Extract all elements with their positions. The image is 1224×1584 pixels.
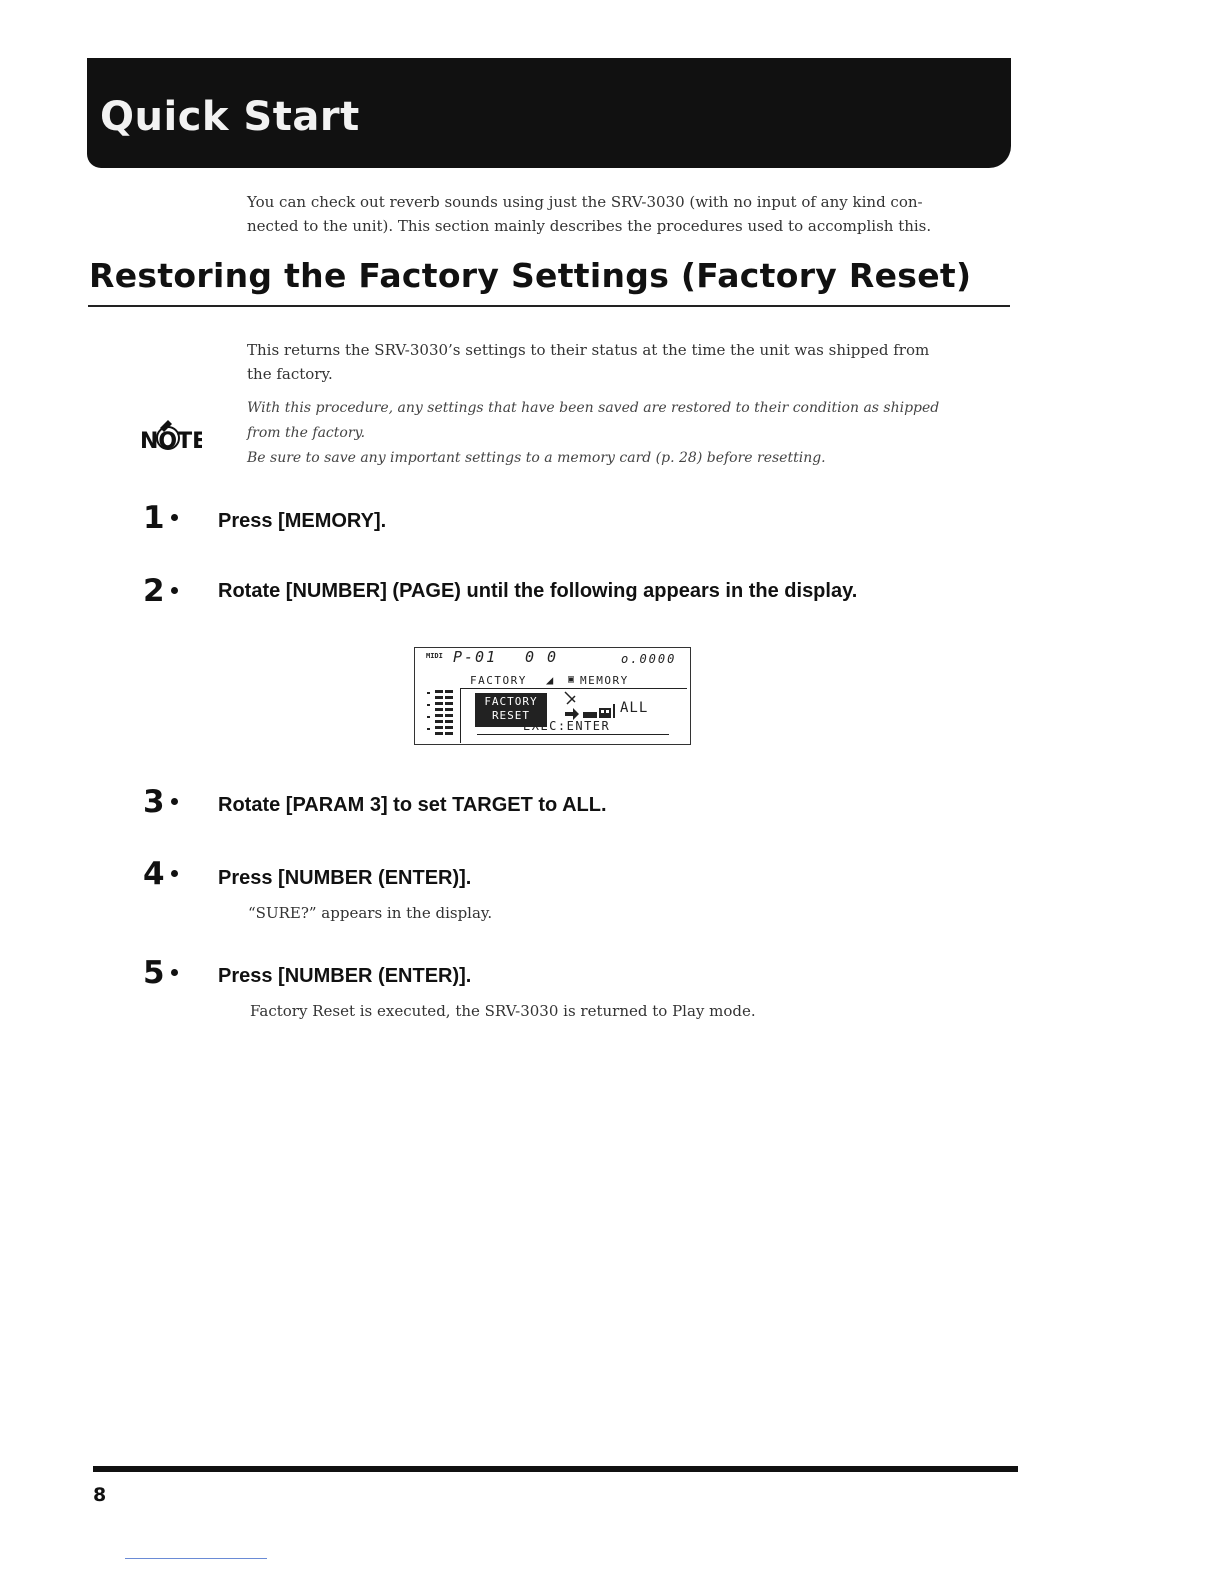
lcd-reset-label: RESET — [491, 709, 531, 722]
lcd-target-value: ALL — [620, 700, 649, 716]
level-meter — [423, 678, 459, 740]
section-description — [247, 338, 947, 386]
lcd-tab-marker-icon: ◢ — [546, 673, 555, 687]
lcd-memory-card-icon: ▣ — [568, 674, 576, 685]
lcd-segment: 0 0 — [525, 648, 559, 666]
step-instruction: Press [NUMBER (ENTER)]. — [218, 965, 472, 987]
note-icon-label: NOTE — [140, 429, 202, 454]
lcd-exec-label: EXEC:ENTER — [523, 719, 611, 733]
intro-paragraph — [247, 190, 947, 238]
step-number: 5 — [143, 955, 178, 991]
lcd-tab-factory: FACTORY — [470, 674, 527, 687]
intro-line: You can check out reverb sounds using just the SRV-3030 (with no input of any kind con- — [247, 193, 923, 211]
description-line: the factory. — [247, 365, 333, 383]
step-number: 4 — [143, 856, 178, 892]
step-instruction: Press [NUMBER (ENTER)]. — [218, 867, 472, 889]
section-title: Restoring the Factory Settings (Factory Reset) — [89, 256, 972, 295]
bottom-link-underline — [125, 1558, 267, 1559]
note-line: from the factory. — [247, 425, 366, 441]
section-divider — [88, 305, 1010, 307]
step-instruction: Rotate [NUMBER] (PAGE) until the following appears in the display. — [218, 580, 858, 602]
note-text — [247, 396, 967, 471]
step-number: 1 — [143, 500, 178, 536]
lcd-exec-underline — [477, 734, 669, 735]
lcd-patch-number: P-01 — [453, 648, 498, 666]
lcd-display — [414, 647, 691, 745]
footer-divider — [93, 1466, 1018, 1472]
lcd-tab-memory: MEMORY — [580, 674, 629, 687]
lcd-segment: o.0000 — [621, 652, 677, 666]
intro-line: nected to the unit). This section mainly describes the procedures used to accomplish this. — [247, 217, 932, 235]
lcd-midi-label: MIDI — [426, 652, 443, 660]
chapter-banner — [87, 58, 1011, 168]
note-icon — [138, 418, 202, 458]
description-line: This returns the SRV-3030’s settings to their status at the time the unit was shipped from — [247, 341, 930, 359]
note-line: With this procedure, any settings that have been saved are restored to their condition as shipped — [247, 400, 940, 416]
page-number: 8 — [93, 1484, 107, 1506]
step-number: 3 — [143, 784, 178, 820]
chapter-title: Quick Start — [100, 94, 360, 140]
step-instruction: Press [MEMORY]. — [218, 510, 387, 532]
step-instruction: Rotate [PARAM 3] to set TARGET to ALL. — [218, 794, 607, 816]
step-detail: Factory Reset is executed, the SRV-3030 is returned to Play mode. — [250, 1002, 756, 1020]
step-number: 2 — [143, 573, 178, 609]
lcd-factory-label: FACTORY — [484, 695, 538, 708]
note-line: Be sure to save any important settings to a memory card (p. 28) before resetting. — [247, 450, 826, 466]
step-detail: “SURE?” appears in the display. — [248, 904, 493, 922]
